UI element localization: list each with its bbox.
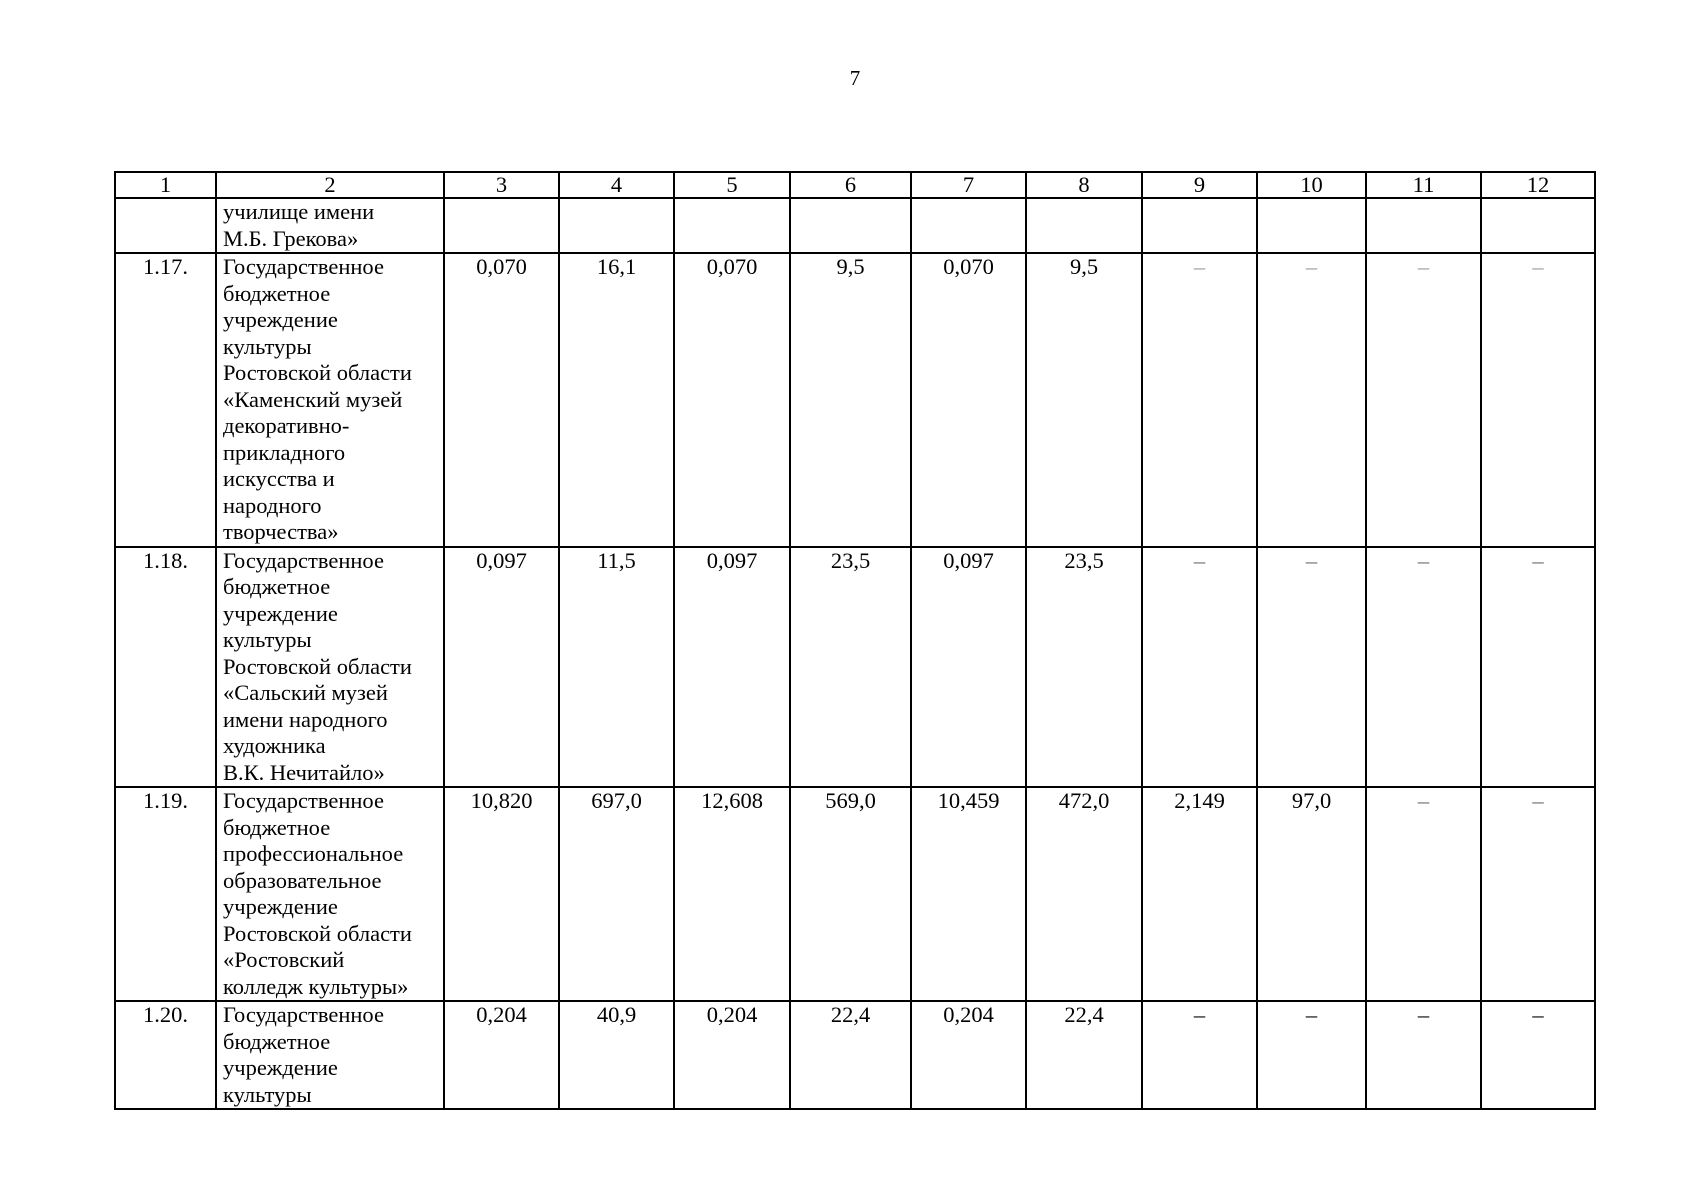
- table-cell: [790, 198, 911, 253]
- table-cell: 23,5: [1026, 547, 1142, 788]
- table-cell: –: [1142, 547, 1257, 788]
- data-table: [114, 171, 1596, 1110]
- table-cell: –: [1257, 253, 1366, 547]
- table-cell: 12,608: [674, 787, 790, 1001]
- table-cell: 16,1: [559, 253, 674, 547]
- table-cell: 0,204: [444, 1001, 559, 1109]
- institution-name: Государственное бюджетное учреждение культуры: [216, 1001, 444, 1109]
- table-cell: –: [1366, 253, 1481, 547]
- table-cell: 22,4: [790, 1001, 911, 1109]
- row-number: 1.19.: [115, 787, 216, 1001]
- column-header: 9: [1142, 172, 1257, 198]
- table-cell: 10,459: [911, 787, 1026, 1001]
- table-cell: [559, 198, 674, 253]
- table-cell: 0,097: [911, 547, 1026, 788]
- table-cell: –: [1481, 547, 1595, 788]
- table-cell: 2,149: [1142, 787, 1257, 1001]
- table-cell: [1481, 198, 1595, 253]
- institution-name: Государственное бюджетное профессиональное образовательное учреждение Ростовской области «Ростовский колледж культуры»: [216, 787, 444, 1001]
- header-row: [115, 172, 1595, 198]
- column-header: 12: [1481, 172, 1595, 198]
- table-cell: 0,204: [674, 1001, 790, 1109]
- table-cell: 472,0: [1026, 787, 1142, 1001]
- table-cell: –: [1142, 253, 1257, 547]
- table-cell: 9,5: [790, 253, 911, 547]
- table-cell: 10,820: [444, 787, 559, 1001]
- table-cell: 0,097: [444, 547, 559, 788]
- table-cell: 0,204: [911, 1001, 1026, 1109]
- row-number: 1.18.: [115, 547, 216, 788]
- table-cell: 0,070: [444, 253, 559, 547]
- table-cell: 697,0: [559, 787, 674, 1001]
- table-cell: 0,070: [674, 253, 790, 547]
- column-header: 10: [1257, 172, 1366, 198]
- column-header: 8: [1026, 172, 1142, 198]
- column-header: 5: [674, 172, 790, 198]
- table-row: [115, 787, 1595, 1001]
- page-number: 7: [849, 66, 861, 90]
- column-header: 4: [559, 172, 674, 198]
- table-cell: 97,0: [1257, 787, 1366, 1001]
- table-cell: [674, 198, 790, 253]
- table-row: [115, 1001, 1595, 1109]
- table-cell: –: [1142, 1001, 1257, 1109]
- institution-name: Государственное бюджетное учреждение культуры Ростовской области «Каменский музей декоративно- прикладного искусства и народного творчества»: [216, 253, 444, 547]
- table-cell: [1366, 198, 1481, 253]
- table-cell: 9,5: [1026, 253, 1142, 547]
- table-cell: –: [1481, 787, 1595, 1001]
- table-cell: 11,5: [559, 547, 674, 788]
- table-cell: 23,5: [790, 547, 911, 788]
- column-header: 6: [790, 172, 911, 198]
- column-header: 1: [115, 172, 216, 198]
- table-cell: –: [1257, 547, 1366, 788]
- table-cell: [1257, 198, 1366, 253]
- institution-name: училище имени М.Б. Грекова»: [216, 198, 444, 253]
- row-number: [115, 198, 216, 253]
- table-cell: [911, 198, 1026, 253]
- table-cell: –: [1481, 1001, 1595, 1109]
- table-cell: [444, 198, 559, 253]
- institution-name: Государственное бюджетное учреждение культуры Ростовской области «Сальский музей имени народного художника В.К. Нечитайло»: [216, 547, 444, 788]
- table-cell: –: [1366, 547, 1481, 788]
- table-cell: [1142, 198, 1257, 253]
- column-header: 3: [444, 172, 559, 198]
- column-header: 7: [911, 172, 1026, 198]
- table-cell: 0,070: [911, 253, 1026, 547]
- table-row: [115, 253, 1595, 547]
- table-cell: –: [1366, 787, 1481, 1001]
- table-cell: –: [1481, 253, 1595, 547]
- table-cell: –: [1257, 1001, 1366, 1109]
- table-cell: 40,9: [559, 1001, 674, 1109]
- column-header: 11: [1366, 172, 1481, 198]
- column-header: 2: [216, 172, 444, 198]
- table-cell: [1026, 198, 1142, 253]
- table-row: [115, 547, 1595, 788]
- table-cell: 569,0: [790, 787, 911, 1001]
- table-row: [115, 198, 1595, 253]
- table-cell: 0,097: [674, 547, 790, 788]
- table-cell: –: [1366, 1001, 1481, 1109]
- row-number: 1.20.: [115, 1001, 216, 1109]
- table-cell: 22,4: [1026, 1001, 1142, 1109]
- row-number: 1.17.: [115, 253, 216, 547]
